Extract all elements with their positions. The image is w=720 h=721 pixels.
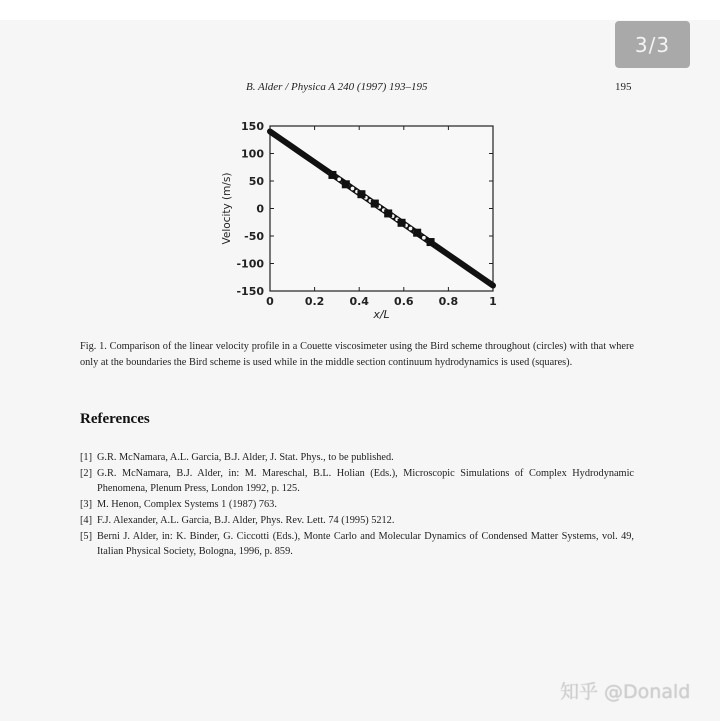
references-heading: References [80, 411, 150, 427]
circle-marker [350, 186, 355, 191]
circle-marker [337, 177, 342, 182]
square-marker [342, 180, 350, 188]
reference-number: [1] [80, 452, 93, 463]
reference-number: [2] [80, 467, 93, 479]
y-tick-label: -150 [236, 285, 264, 298]
square-marker [427, 238, 435, 246]
reference-text: Berni J. Alder, in: K. Binder, G. Ciccotti (Eds.), Monte Carlo and Molecular Dynamics of Condensed Matter Systems, vol. 49, Italian Physical Society, Bologna, 1996, p. 859. [97, 530, 634, 558]
references-list [80, 450, 634, 560]
velocity-chart [210, 115, 510, 325]
velocity-profile-figure [210, 115, 510, 325]
page-number: 195 [615, 81, 632, 93]
square-marker [413, 229, 421, 237]
x-tick-label: 0.8 [438, 295, 459, 308]
square-marker [371, 200, 379, 208]
square-marker [328, 171, 336, 179]
square-marker [398, 219, 406, 227]
circle-marker [408, 226, 413, 231]
reference-text: M. Henon, Complex Systems 1 (1987) 763. [97, 499, 277, 511]
reference-item [80, 529, 634, 560]
figure-caption: Fig. 1. Comparison of the linear velocity profile in a Couette viscosimeter using the Bird scheme throughout (circles) with that where only at the boundaries the Bird scheme is used while in the middle section continuum hydrodynamics is used (squares). [80, 341, 634, 368]
page-indicator-badge[interactable]: 3/3 [615, 21, 690, 68]
y-tick-label: -100 [236, 257, 264, 271]
reference-text: F.J. Alexander, A.L. Garcia, B.J. Alder, Phys. Rev. Lett. 74 (1995) 5212. [97, 514, 395, 526]
x-axis-label: x/L [373, 308, 390, 321]
x-tick-label: 0 [266, 295, 274, 308]
running-head: B. Alder / Physica A 240 (1997) 193–195 [246, 81, 428, 93]
viewer-top-bar [0, 0, 720, 20]
y-tick-label: 150 [241, 120, 264, 133]
x-tick-label: 0.6 [394, 295, 414, 308]
square-marker [357, 190, 365, 198]
reference-item [80, 466, 634, 497]
reference-number: [5] [80, 530, 93, 542]
reference-number: [3] [80, 499, 93, 511]
reference-item [80, 497, 634, 513]
reference-item [80, 513, 634, 529]
reference-item [80, 450, 634, 466]
x-tick-label: 1 [489, 295, 497, 308]
y-tick-label: -50 [244, 230, 264, 243]
reference-text: G.R. McNamara, B.J. Alder, in: M. Mareschal, B.L. Holian (Eds.), Microscopic Simulations of Complex Hydrodynamic Phenomena, Plenum Press, London 1992, p. 125. [97, 467, 634, 495]
reference-number: [4] [80, 514, 93, 526]
square-marker [384, 209, 392, 217]
x-tick-label: 0.4 [349, 295, 369, 308]
y-tick-label: 0 [256, 202, 264, 216]
y-tick-label: 100 [241, 147, 264, 161]
x-tick-label: 0.2 [304, 295, 325, 308]
circle-marker [422, 235, 427, 240]
reference-text: G.R. McNamara, A.L. Garcia, B.J. Alder, J. Stat. Phys., to be published. [97, 452, 394, 463]
watermark: 知乎 @Donald [560, 681, 691, 703]
y-axis-label: Velocity (m/s) [221, 172, 233, 245]
y-tick-label: 50 [248, 175, 264, 188]
